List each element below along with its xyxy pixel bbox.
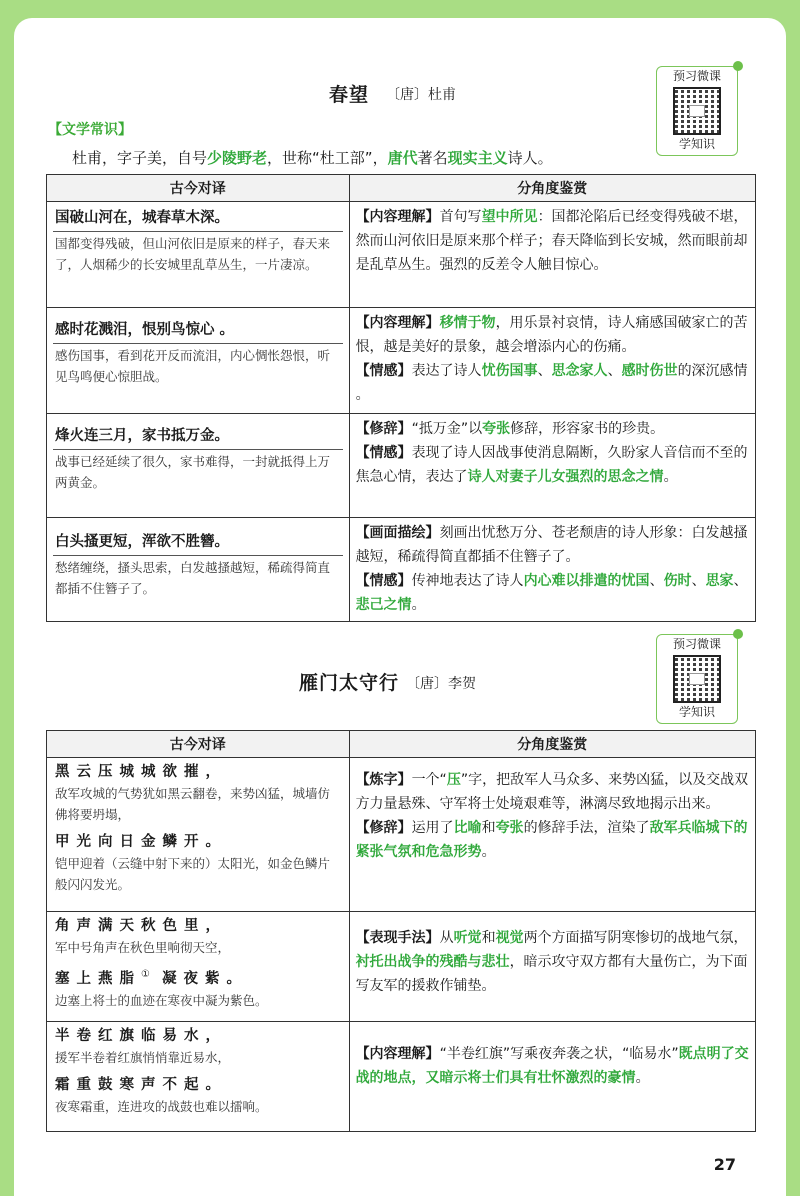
original-line: 甲光向日金鳞开。 <box>55 834 227 850</box>
table-row <box>47 414 756 518</box>
qr-label-top: 预习微课 <box>672 69 721 83</box>
qr-label-bottom: 学知识 <box>678 137 715 151</box>
header-appreciation: 分角度鉴赏 <box>349 731 755 758</box>
original-line: 感时花溅泪，恨别鸟惊心 。 <box>55 322 235 338</box>
original-line: 国破山河在，城春草木深。 <box>55 210 229 226</box>
original-line: 白头搔更短，浑欲不胜簪。 <box>55 534 229 550</box>
translation-text: 战事已经延续了很久，家书难得，一封就抵得上万两黄金。 <box>55 454 331 490</box>
table-row <box>47 912 756 1022</box>
original-line: 烽火连三月，家书抵万金。 <box>55 428 229 444</box>
pin-icon <box>733 61 743 71</box>
original-line: 角声满天秋色里， <box>55 918 227 934</box>
original-line: 塞上燕脂① 凝夜紫。 <box>55 969 249 987</box>
header-translation: 古今对译 <box>47 731 350 758</box>
qr-label-bottom: 学知识 <box>678 705 715 719</box>
poem1-title: 春望 <box>329 84 370 106</box>
literary-knowledge-label: 【文学常识】 <box>48 122 132 138</box>
translation-text: 边塞上将士的血迹在寒夜中凝为紫色。 <box>55 992 268 1008</box>
poem1-table <box>46 174 756 622</box>
original-line: 半卷红旗临易水， <box>55 1028 227 1044</box>
header-appreciation: 分角度鉴赏 <box>349 175 755 202</box>
analysis-text: 【画面描绘】刻画出忧愁万分、苍老颓唐的诗人形象：白发越搔越短，稀疏得简直都插不住簪子了。 【情感】传神地表达了诗人内心难以排遣的忧国、伤时、思家、悲己之情。 <box>355 525 748 613</box>
translation-text: 敌军攻城的气势犹如黑云翻卷，来势凶猛，城墙仿佛将要坍塌， <box>55 786 331 822</box>
original-line: 黑云压城城欲摧， <box>55 764 227 780</box>
poem2-title: 雁门太守行 <box>299 672 400 694</box>
table-row <box>47 1022 756 1132</box>
page <box>14 18 786 1196</box>
qr-code-icon <box>673 655 721 703</box>
footnote-marker: ① <box>141 969 150 980</box>
table-row <box>47 518 756 622</box>
translation-text: 夜寒霜重，连进攻的战鼓也难以擂响。 <box>55 1099 268 1114</box>
qr-code-card[interactable] <box>656 66 738 156</box>
analysis-text: 【表现手法】从听觉和视觉两个方面描写阴寒惨切的战地气氛，衬托出战争的残酷与悲壮，暗示攻守双方都有大量伤亡，为下面写友军的援救作铺垫。 <box>355 930 748 994</box>
header-translation: 古今对译 <box>47 175 350 202</box>
analysis-text: 【修辞】“抵万金”以夸张修辞，形容家书的珍贵。 【情感】表现了诗人因战事使消息隔断，久盼家人音信而不至的焦急心情，表达了诗人对妻子儿女强烈的思念之情。 <box>355 421 748 485</box>
poem1-author: 〔唐〕杜甫 <box>386 87 456 103</box>
literary-knowledge-text: 杜甫，字子美，自号少陵野老，世称“杜工部”，唐代著名现实主义诗人。 <box>72 149 553 167</box>
qr-code-card[interactable] <box>656 634 738 724</box>
translation-text: 愁绪缠绕，搔头思索，白发越搔越短，稀疏得简直都插不住簪子了。 <box>55 560 331 596</box>
analysis-text: 【内容理解】移情于物，用乐景衬哀情，诗人痛感国破家亡的苦恨，越是美好的景象，越会增添内心的伤痛。 【情感】表达了诗人忧伤国事、思念家人、感时伤世的深沉感情 。 <box>355 315 748 403</box>
analysis-text: 【内容理解】首句写望中所见：国都沦陷后已经变得残破不堪，然而山河依旧是原来那个样子；春天降临到长安城，然而眼前却是乱草丛生。强烈的反差令人触目惊心。 <box>355 209 748 273</box>
analysis-text: 【炼字】一个“压”字，把敌军人马众多、来势凶猛，以及交战双方力量悬殊、守军将士处境艰难等，淋漓尽致地揭示出来。 【修辞】运用了比喻和夸张的修辞手法，渲染了敌军兵临城下的紧张气氛和危急形势。 <box>355 772 749 860</box>
poem2-table <box>46 730 756 1132</box>
translation-text: 援军半卷着红旗悄悄靠近易水， <box>55 1050 231 1065</box>
qr-label-top: 预习微课 <box>672 637 721 651</box>
translation-text: 铠甲迎着（云缝中射下来的）太阳光，如金色鳞片般闪闪发光。 <box>55 856 331 892</box>
table-row <box>47 758 756 912</box>
translation-text: 军中号角声在秋色里响彻天空， <box>55 940 231 955</box>
poem2-author: 〔唐〕李贺 <box>406 676 476 692</box>
pin-icon <box>733 629 743 639</box>
table-row <box>47 202 756 308</box>
translation-text: 感伤国事，看到花开反而流泪，内心惆怅怨恨，听见鸟鸣便心惊胆战。 <box>55 348 331 384</box>
analysis-text: 【内容理解】“半卷红旗”写乘夜奔袭之状，“临易水”既点明了交战的地点，又暗示将士们具有壮怀激烈的豪情。 <box>355 1046 749 1086</box>
table-row <box>47 308 756 414</box>
qr-code-icon <box>673 87 721 135</box>
page-number: 27 <box>713 1155 736 1174</box>
translation-text: 国都变得残破，但山河依旧是原来的样子，春天来了，人烟稀少的长安城里乱草丛生，一片凄凉。 <box>55 236 331 272</box>
original-line: 霜重鼓寒声不起。 <box>55 1077 227 1093</box>
